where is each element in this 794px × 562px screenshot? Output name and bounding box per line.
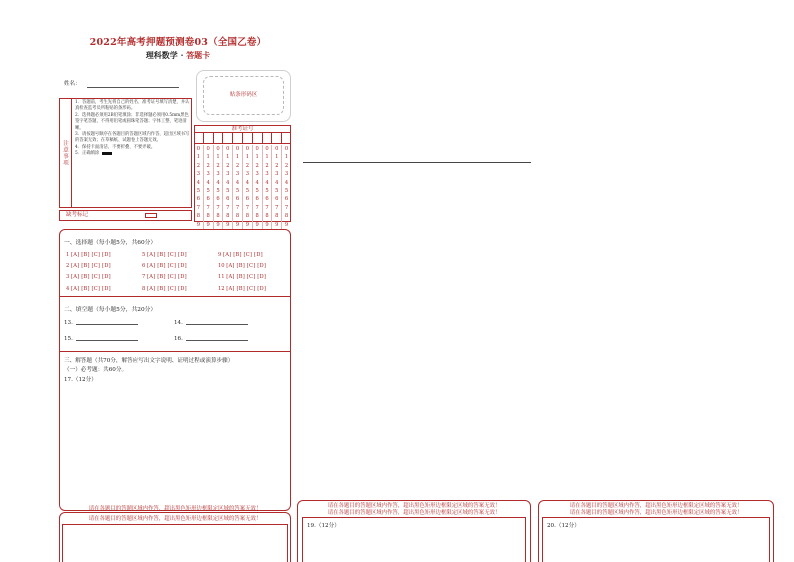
choice-options[interactable]: [A] [B] [C] [D] xyxy=(70,263,111,270)
choice-item[interactable] xyxy=(218,263,294,269)
note-item: 2．选择题必须用2B铅笔填涂；非选择题必须用0.5mm黑色签字笔答题，不得用铅笔或圆珠笔答题；字体工整、笔迹清晰。 xyxy=(75,112,189,131)
exam-digit-bubble[interactable]: 0 xyxy=(284,146,289,152)
name-field[interactable] xyxy=(87,87,179,88)
exam-digit-bubble[interactable]: 1 xyxy=(226,154,230,161)
document-title: 2022年高考押题预测卷03（全国乙卷） xyxy=(89,37,267,48)
exam-digit-bubble[interactable]: 1 xyxy=(235,154,240,161)
choice-options[interactable]: [A] [B] [C] [D] xyxy=(70,274,111,281)
exam-digit-bubble[interactable]: 5 xyxy=(196,188,201,195)
choice-number: 12 xyxy=(218,285,225,292)
section-fill-heading: 二、填空题（每小题5分，共20分） xyxy=(64,307,157,313)
exam-digit-bubble[interactable]: 8 xyxy=(275,213,279,220)
exam-digit-column xyxy=(272,145,282,229)
exam-number-title: 准考证号 xyxy=(194,125,291,133)
exam-digit-bubble[interactable]: 4 xyxy=(265,179,269,186)
exam-digit-bubble[interactable]: 9 xyxy=(255,221,259,228)
choice-number: 7 xyxy=(142,274,146,281)
exam-number-box[interactable] xyxy=(272,133,282,143)
exam-digit-bubble[interactable]: 2 xyxy=(216,162,220,169)
exam-digit-bubble[interactable]: 8 xyxy=(216,213,220,220)
exam-digit-bubble[interactable]: 0 xyxy=(206,146,210,152)
warning-text: 请在各题目的答题区域内作答，超出黑色矩形边框限定区域的答案无效！ xyxy=(88,516,262,522)
exam-digit-bubble[interactable]: 3 xyxy=(275,171,279,178)
warning-text: 请在各题目的答题区域内作答，超出黑色矩形边框限定区域的答案无效！ xyxy=(327,503,501,509)
choice-number: 2 xyxy=(66,263,70,270)
exam-number-box[interactable] xyxy=(223,133,233,143)
exam-digit-bubble[interactable]: 8 xyxy=(265,213,269,220)
note-item: 1．答题前，考生先将自己的姓名、准考证号填写清楚，并认真检查监考员所粘贴的条形码。 xyxy=(75,100,190,112)
exam-digit-bubble[interactable]: 9 xyxy=(284,221,289,228)
section-solve-heading: 三、解答题（共70分，解答应写出文字说明、证明过程或演算步骤） xyxy=(64,358,234,364)
exam-digit-bubble[interactable]: 6 xyxy=(265,196,269,203)
note-item: 4．保持卡面清洁，不要折叠、不要弄破。 xyxy=(75,144,156,150)
exam-digit-bubble[interactable]: 8 xyxy=(245,213,250,220)
question-17-label: 17.（12分） xyxy=(64,377,97,383)
exam-digit-bubble[interactable]: 2 xyxy=(255,162,259,169)
choice-number: 1 xyxy=(66,252,70,258)
exam-digit-bubble[interactable]: 1 xyxy=(206,154,210,161)
exam-digit-bubble[interactable]: 0 xyxy=(245,146,250,152)
choice-options[interactable]: [A] [B] [C] [D] xyxy=(146,252,187,258)
filled-bubble-icon xyxy=(102,152,112,155)
fill-answer-line[interactable] xyxy=(186,324,248,325)
exam-digit-bubble[interactable]: 3 xyxy=(284,171,289,178)
note-item-correct-fill xyxy=(75,151,190,157)
exam-digit-column xyxy=(214,145,224,229)
choice-number: 6 xyxy=(142,263,146,270)
fill-item xyxy=(64,320,138,326)
exam-digit-bubble[interactable]: 5 xyxy=(284,188,289,195)
choice-item[interactable] xyxy=(218,252,294,258)
choice-number: 3 xyxy=(66,274,70,281)
exam-digit-column xyxy=(233,145,243,229)
correct-fill-label: 5．正确填涂 xyxy=(75,151,100,157)
fill-item xyxy=(174,336,248,342)
absent-bubble[interactable] xyxy=(145,213,157,218)
exam-digit-bubble[interactable]: 6 xyxy=(245,196,250,203)
exam-digit-column xyxy=(253,145,263,229)
exam-digit-bubble[interactable]: 9 xyxy=(206,221,210,228)
choice-options[interactable]: [A] [B] [C] [D] xyxy=(226,263,267,270)
choice-grid xyxy=(66,252,286,292)
exam-digit-bubble[interactable]: 5 xyxy=(226,188,230,195)
barcode-area-label: 贴条形码区 xyxy=(229,92,258,98)
divider-line xyxy=(303,162,531,163)
exam-digit-bubble[interactable]: 3 xyxy=(206,171,210,178)
warning-text: 请在各题目的答题区域内作答，超出黑色矩形边框限定区域的答案无效！ xyxy=(569,503,743,509)
exam-digit-bubble[interactable]: 7 xyxy=(206,204,210,211)
exam-digit-bubble[interactable]: 4 xyxy=(245,179,250,186)
exam-digit-bubble[interactable]: 7 xyxy=(216,204,220,211)
choice-item[interactable] xyxy=(142,286,218,292)
exam-digit-bubble[interactable]: 9 xyxy=(275,221,279,228)
document-subtitle xyxy=(60,50,296,61)
exam-digit-bubble[interactable]: 7 xyxy=(255,204,259,211)
exam-digit-bubble[interactable]: 7 xyxy=(265,204,269,211)
absent-label: 缺考标记 xyxy=(66,212,89,218)
exam-digit-column xyxy=(194,145,204,229)
exam-digit-bubble[interactable]: 0 xyxy=(196,146,201,152)
fill-answer-line[interactable] xyxy=(76,340,138,341)
exam-digit-bubble[interactable]: 2 xyxy=(275,162,279,169)
exam-digit-bubble[interactable]: 8 xyxy=(235,213,240,220)
exam-digit-bubble[interactable]: 5 xyxy=(235,188,240,195)
exam-digit-bubble[interactable]: 8 xyxy=(196,213,201,220)
fill-number: 14. xyxy=(174,320,183,326)
exam-digit-bubble[interactable]: 6 xyxy=(206,196,210,203)
choice-number: 4 xyxy=(66,285,70,292)
exam-digit-bubble[interactable]: 3 xyxy=(245,171,250,178)
exam-digit-bubble[interactable]: 7 xyxy=(196,204,201,211)
choice-options[interactable]: [A] [B] [C] [D] xyxy=(226,274,267,281)
fill-item xyxy=(64,336,138,342)
exam-digit-bubble[interactable]: 7 xyxy=(226,204,230,211)
exam-digit-bubble[interactable]: 2 xyxy=(226,162,230,169)
choice-item[interactable] xyxy=(66,286,142,292)
choice-options[interactable]: [A] [B] [C] [D] xyxy=(146,263,187,270)
exam-number-box[interactable] xyxy=(282,133,291,143)
name-label: 姓名： xyxy=(64,81,81,87)
exam-digit-column xyxy=(223,145,233,229)
answer-area-17[interactable] xyxy=(62,386,288,508)
exam-digit-column xyxy=(282,145,291,229)
subtitle-subject: 理科数学 xyxy=(145,50,178,60)
exam-number-box[interactable] xyxy=(263,133,273,143)
section-solve-sub: （一）必考题：共60分。 xyxy=(64,367,128,373)
exam-digit-bubble[interactable]: 4 xyxy=(196,179,201,186)
exam-digit-bubble[interactable]: 4 xyxy=(216,179,220,186)
choice-options[interactable]: [A] [B] [C] [D] xyxy=(70,252,111,258)
exam-digit-bubble[interactable]: 0 xyxy=(275,146,279,152)
exam-number-box[interactable] xyxy=(194,133,204,143)
exam-digit-bubble[interactable]: 8 xyxy=(284,213,289,220)
exam-number-box[interactable] xyxy=(253,133,263,143)
choice-options[interactable]: [A] [B] [C] [D] xyxy=(222,252,263,258)
exam-digit-bubble[interactable]: 8 xyxy=(206,213,210,220)
exam-digit-bubble[interactable]: 6 xyxy=(275,196,279,203)
section-choice-heading: 一、选择题（每小题5分，共60分） xyxy=(64,240,157,246)
exam-number-box[interactable] xyxy=(204,133,214,143)
exam-digit-bubble[interactable]: 3 xyxy=(196,171,201,178)
choice-item[interactable] xyxy=(142,274,218,280)
exam-digit-bubble[interactable]: 2 xyxy=(284,162,289,169)
exam-digit-bubble[interactable]: 3 xyxy=(216,171,220,178)
exam-digit-bubble[interactable]: 0 xyxy=(216,146,220,152)
exam-digit-bubble[interactable]: 4 xyxy=(206,179,210,186)
exam-digit-bubble[interactable]: 9 xyxy=(265,221,269,228)
exam-digit-bubble[interactable]: 1 xyxy=(216,154,220,161)
exam-digit-bubble[interactable]: 1 xyxy=(275,154,279,161)
exam-digit-bubble[interactable]: 5 xyxy=(255,188,259,195)
exam-digit-bubble[interactable]: 6 xyxy=(226,196,230,203)
exam-digit-bubble[interactable]: 7 xyxy=(284,204,289,211)
exam-number-box[interactable] xyxy=(243,133,253,143)
warning-text: 请在各题目的答题区域内作答，超出黑色矩形边框限定区域的答案无效！ xyxy=(327,510,501,516)
exam-digit-bubble[interactable]: 6 xyxy=(196,196,201,203)
exam-digit-column xyxy=(204,145,214,229)
fill-answer-line[interactable] xyxy=(186,340,248,341)
exam-digit-column xyxy=(243,145,253,229)
question-19-label: 19.（12分） xyxy=(307,523,340,529)
fill-number: 16. xyxy=(174,336,183,342)
choice-number: 5 xyxy=(142,252,146,258)
exam-digit-bubble[interactable]: 4 xyxy=(226,179,230,186)
exam-digit-bubble[interactable]: 2 xyxy=(235,162,240,169)
exam-digit-bubble[interactable]: 4 xyxy=(255,179,259,186)
exam-digit-bubble[interactable]: 7 xyxy=(245,204,250,211)
notes-list xyxy=(75,100,190,158)
choice-number: 9 xyxy=(218,252,222,258)
choice-options[interactable]: [A] [B] [C] [D] xyxy=(70,285,111,292)
exam-digit-bubble[interactable]: 1 xyxy=(255,154,259,161)
exam-digit-bubble[interactable]: 2 xyxy=(196,162,201,169)
exam-digit-column xyxy=(263,145,273,229)
choice-options[interactable]: [A] [B] [C] [D] xyxy=(226,285,267,292)
answer-area-18[interactable] xyxy=(62,524,288,562)
exam-digit-bubble[interactable]: 2 xyxy=(206,162,210,169)
exam-digit-bubble[interactable]: 8 xyxy=(255,213,259,220)
exam-digit-bubble[interactable]: 9 xyxy=(226,221,230,228)
choice-number: 8 xyxy=(142,285,146,292)
warning-text: 请在各题目的答题区域内作答，超出黑色矩形边框限定区域的答案无效！ xyxy=(569,510,743,516)
exam-digit-bubble[interactable]: 3 xyxy=(226,171,230,178)
exam-number-box[interactable] xyxy=(233,133,243,143)
exam-digit-bubble[interactable]: 7 xyxy=(275,204,279,211)
subtitle-separator: · xyxy=(180,50,184,60)
exam-digit-bubble[interactable]: 1 xyxy=(245,154,250,161)
exam-digit-bubble[interactable]: 3 xyxy=(265,171,269,178)
exam-digit-bubble[interactable]: 3 xyxy=(255,171,259,178)
exam-digit-bubble[interactable]: 5 xyxy=(216,188,220,195)
exam-digit-bubble[interactable]: 1 xyxy=(265,154,269,161)
fill-item xyxy=(174,320,248,326)
exam-digit-bubble[interactable]: 9 xyxy=(196,221,201,228)
exam-digit-bubble[interactable]: 5 xyxy=(245,188,250,195)
exam-digit-bubble[interactable]: 6 xyxy=(235,196,240,203)
choice-number: 11 xyxy=(218,274,225,281)
exam-digit-bubble[interactable]: 2 xyxy=(265,162,269,169)
exam-number-write-row xyxy=(194,133,291,144)
choice-options[interactable]: [A] [B] [C] [D] xyxy=(146,285,187,292)
subtitle-answer-sheet: 答题卡 xyxy=(186,50,211,60)
note-item: 3．请按题号顺序在各题目的答题区域内作答，超出区域书写的答案无效；在草稿纸、试题卷上答题无效。 xyxy=(75,132,190,144)
exam-digit-bubble[interactable]: 5 xyxy=(275,188,279,195)
exam-digit-bubble[interactable]: 6 xyxy=(216,196,220,203)
exam-digit-bubble[interactable]: 3 xyxy=(235,171,240,178)
exam-digit-bubble[interactable]: 5 xyxy=(206,188,210,195)
question-20-label: 20.（12分） xyxy=(547,523,580,529)
choice-item[interactable] xyxy=(142,263,218,269)
exam-digit-bubble[interactable]: 4 xyxy=(284,179,289,186)
exam-digit-bubble[interactable]: 1 xyxy=(196,154,201,161)
choice-options[interactable]: [A] [B] [C] [D] xyxy=(146,274,187,281)
exam-number-box[interactable] xyxy=(214,133,224,143)
fill-number: 13. xyxy=(64,320,73,326)
choice-item[interactable] xyxy=(142,252,218,258)
exam-digit-bubble[interactable]: 6 xyxy=(284,196,289,203)
fill-answer-line[interactable] xyxy=(76,324,138,325)
exam-digit-bubble[interactable]: 5 xyxy=(265,188,269,195)
choice-item[interactable] xyxy=(66,252,142,258)
exam-digit-bubble[interactable]: 6 xyxy=(255,196,259,203)
exam-digit-bubble[interactable]: 1 xyxy=(284,154,289,161)
exam-digit-bubble[interactable]: 0 xyxy=(235,146,240,152)
notes-title: 注意事项 xyxy=(59,98,72,208)
exam-digit-bubble[interactable]: 9 xyxy=(216,221,220,228)
choice-number: 10 xyxy=(218,263,225,270)
exam-digit-bubble[interactable]: 4 xyxy=(235,179,240,186)
exam-digit-bubble[interactable]: 8 xyxy=(226,213,230,220)
exam-digit-bubble[interactable]: 0 xyxy=(226,146,230,152)
exam-digit-bubble[interactable]: 7 xyxy=(235,204,240,211)
exam-digit-bubble[interactable]: 4 xyxy=(275,179,279,186)
warning-text: 请在各题目的答题区域内作答，超出黑色矩形边框限定区域的答案无效！ xyxy=(88,506,262,512)
exam-digit-bubble[interactable]: 0 xyxy=(265,146,269,152)
exam-digit-bubble[interactable]: 9 xyxy=(235,221,240,228)
exam-digit-bubble[interactable]: 0 xyxy=(255,146,259,152)
exam-digit-bubble[interactable]: 2 xyxy=(245,162,250,169)
choice-item[interactable] xyxy=(66,263,142,269)
exam-number-bubbles xyxy=(194,145,291,229)
choice-item[interactable] xyxy=(218,286,294,292)
fill-number: 15. xyxy=(64,336,73,342)
choice-item[interactable] xyxy=(218,274,294,280)
exam-digit-bubble[interactable]: 9 xyxy=(245,221,250,228)
choice-item[interactable] xyxy=(66,274,142,280)
